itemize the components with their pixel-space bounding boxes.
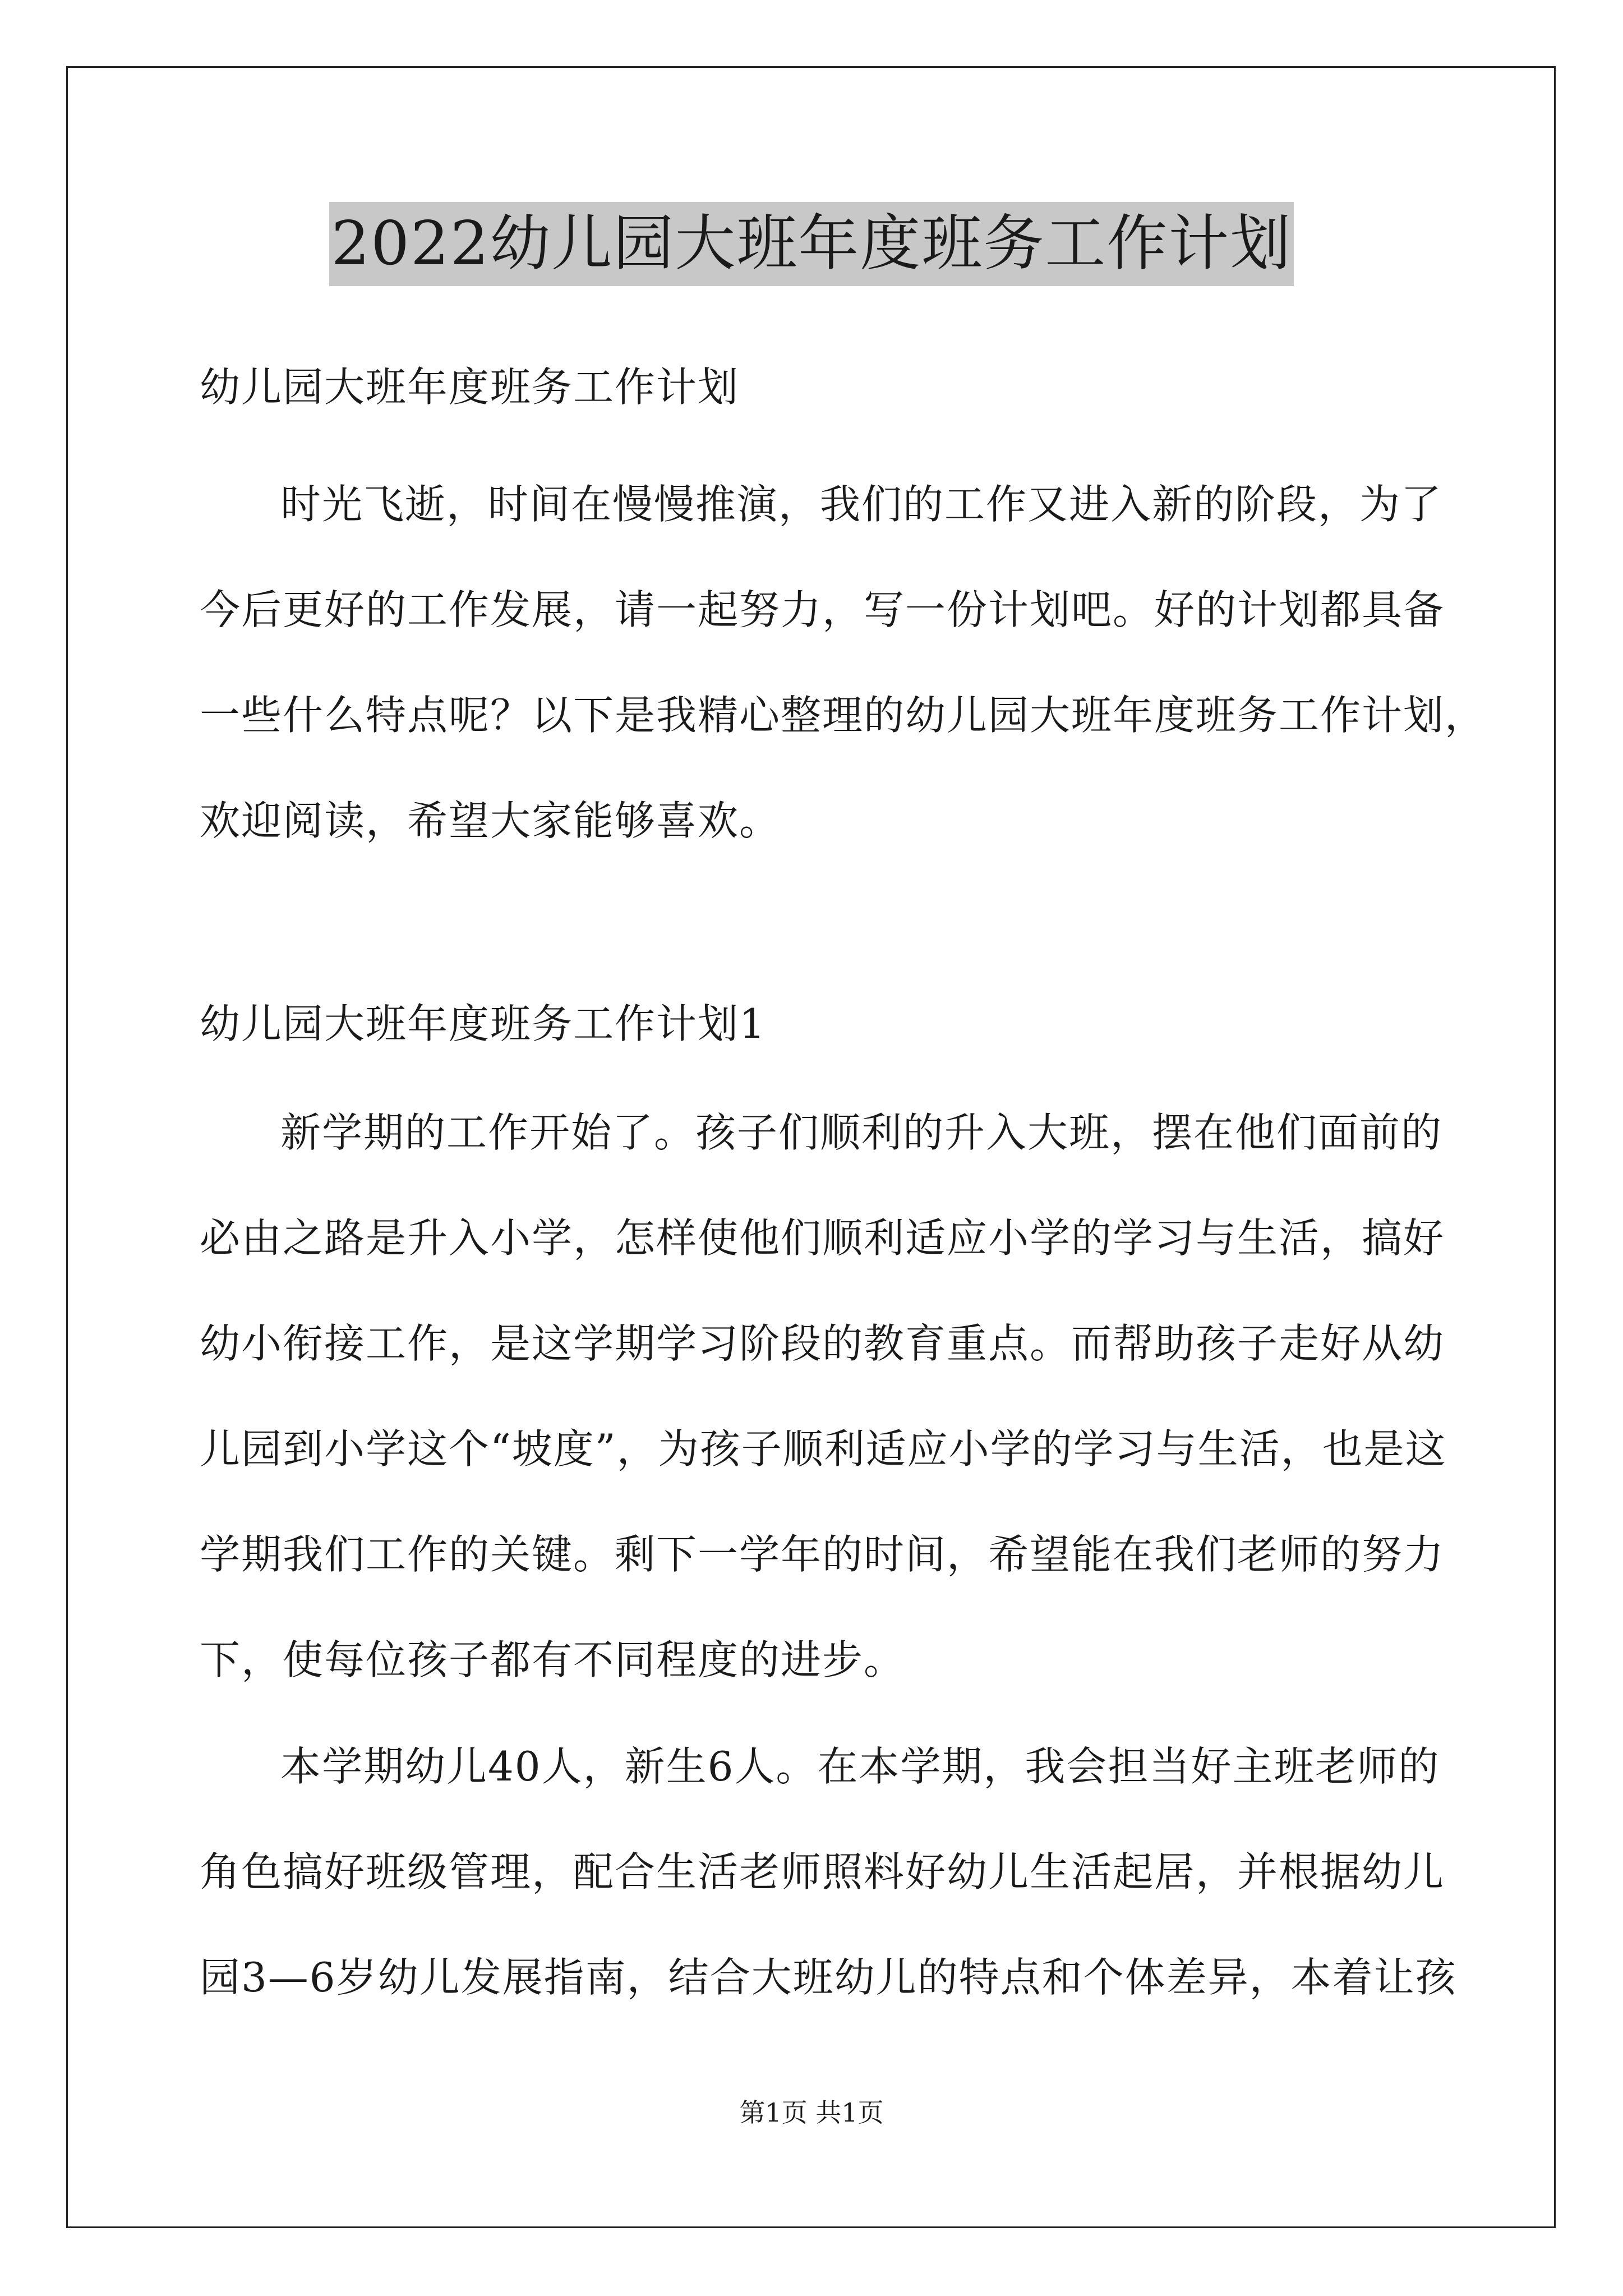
document-title: 2022幼儿园大班年度班务工作计划 [329,202,1294,286]
paragraph-line: 欢迎阅读，希望大家能够喜欢。 [200,797,781,844]
paragraph-line: 幼小衔接工作，是这学期学习阶段的教育重点。而帮助孩子走好从幼 [200,1320,1445,1367]
paragraph-line: 下，使每位孩子都有不同程度的进步。 [200,1636,906,1683]
paragraph-line: 一些什么特点呢？以下是我精心整理的幼儿园大班年度班务工作计划， [200,692,1487,739]
intro-paragraph [200,452,1487,873]
section-heading: 幼儿园大班年度班务工作计划1 [200,1000,766,1047]
document-subtitle: 幼儿园大班年度班务工作计划 [200,364,740,411]
paragraph-line: 儿园到小学这个“坡度”，为孩子顺利适应小学的学习与生活，也是这 [200,1425,1447,1473]
section1-paragraph-1 [200,1080,1447,1713]
title-container [0,202,1623,286]
paragraph-line: 时光飞逝，时间在慢慢推演，我们的工作又进入新的阶段，为了 [280,481,1443,528]
paragraph-line: 角色搞好班级管理，配合生活老师照料好幼儿生活起居，并根据幼儿 [200,1848,1445,1895]
paragraph-line: 园3—6岁幼儿发展指南，结合大班幼儿的特点和个体差异，本着让孩 [200,1954,1457,2001]
section1-paragraph-2 [200,1714,1457,2030]
paragraph-line: 本学期幼儿40人，新生6人。在本学期，我会担当好主班老师的 [280,1743,1440,1790]
paragraph-line: 今后更好的工作发展，请一起努力，写一份计划吧。好的计划都具备 [200,586,1445,633]
paragraph-line: 必由之路是升入小学，怎样使他们顺利适应小学的学习与生活，搞好 [200,1214,1445,1262]
paragraph-line: 学期我们工作的关键。剩下一学年的时间，希望能在我们老师的努力 [200,1531,1445,1578]
paragraph-line: 新学期的工作开始了。孩子们顺利的升入大班，摆在他们面前的 [280,1109,1443,1156]
page-number-footer: 第1页 共1页 [739,2097,884,2128]
